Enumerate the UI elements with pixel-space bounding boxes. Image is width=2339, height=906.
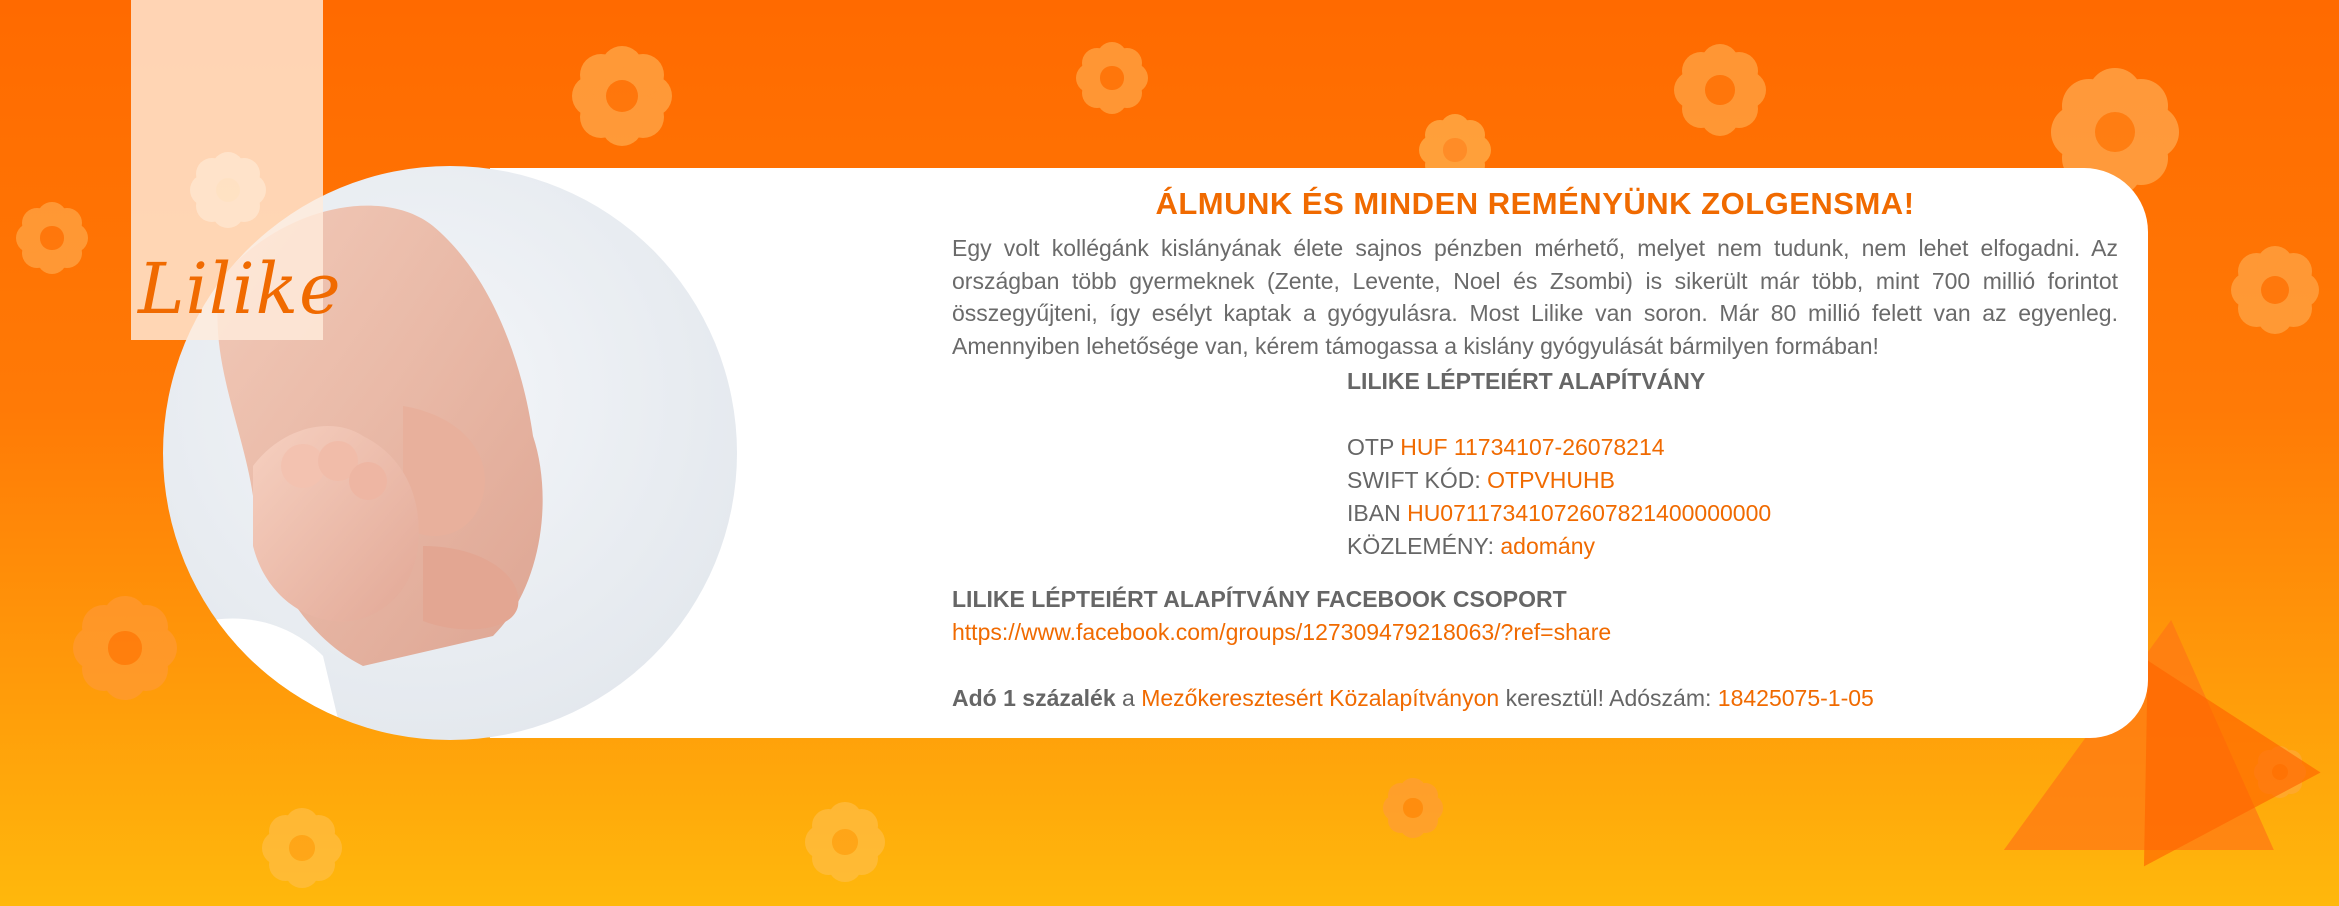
- tax-middle: keresztül! Adószám:: [1505, 685, 1712, 712]
- iban-label: IBAN: [1347, 500, 1401, 527]
- bank-details: [1347, 365, 2118, 563]
- flower-icon: [16, 202, 88, 274]
- lilike-logo: Lilike: [138, 248, 342, 330]
- tax-word-a: a: [1122, 685, 1135, 712]
- tax-bold: Adó 1 százalék: [952, 685, 1116, 712]
- facebook-block: [952, 583, 2118, 649]
- flower-icon: [2231, 246, 2319, 334]
- facebook-link[interactable]: https://www.facebook.com/groups/127309479218063/?ref=share: [952, 619, 1612, 646]
- swift-value: OTPVHUHB: [1487, 467, 1615, 494]
- swift-line: [1347, 464, 2118, 497]
- flower-icon: [1076, 42, 1148, 114]
- swift-label: SWIFT KÓD:: [1347, 467, 1481, 494]
- flower-icon: [1674, 44, 1766, 136]
- tax-line: [952, 682, 2118, 715]
- facebook-heading: LILIKE LÉPTEIÉRT ALAPÍTVÁNY FACEBOOK CSOPORT: [952, 586, 1567, 613]
- note-value: adomány: [1500, 533, 1595, 560]
- flower-icon: [805, 802, 885, 882]
- otp-label: OTP: [1347, 434, 1394, 461]
- flower-icon: [572, 46, 672, 146]
- iban-line: [1347, 497, 2118, 530]
- otp-line: [1347, 431, 2118, 464]
- flower-icon: [73, 596, 177, 700]
- note-line: [1347, 530, 2118, 563]
- flower-icon: [262, 808, 342, 888]
- flower-icon: [1383, 778, 1443, 838]
- tax-number: 18425075-1-05: [1717, 685, 1874, 712]
- foundation-name: LILIKE LÉPTEIÉRT ALAPÍTVÁNY: [1347, 368, 1706, 395]
- tax-organization: Mezőkeresztesért Közalapítványon: [1141, 685, 1500, 712]
- description: Egy volt kollégánk kislányának élete sajnos pénzben mérhető, melyet nem tudunk, nem lehet elfogadni. Az országban több gyermeknek (Zente, Levente, Noel és Zsombi) is sikerült már több, mint 700 millió forintot összegyűjteni, így esélyt kaptak a gyógyulásra. Most Lilike van soron. Már 80 millió felett van az egyenleg. Amennyiben lehetősége van, kérem támogassa a kislány gyógyulását bármilyen formában!: [952, 235, 2118, 359]
- note-label: KÖZLEMÉNY:: [1347, 533, 1494, 560]
- otp-value: HUF 11734107-26078214: [1400, 434, 1665, 461]
- headline: ÁLMUNK ÉS MINDEN REMÉNYÜNK ZOLGENSMA!: [1155, 186, 1915, 221]
- main-content: [952, 186, 2118, 715]
- iban-value: HU07117341072607821400000000: [1407, 500, 1772, 527]
